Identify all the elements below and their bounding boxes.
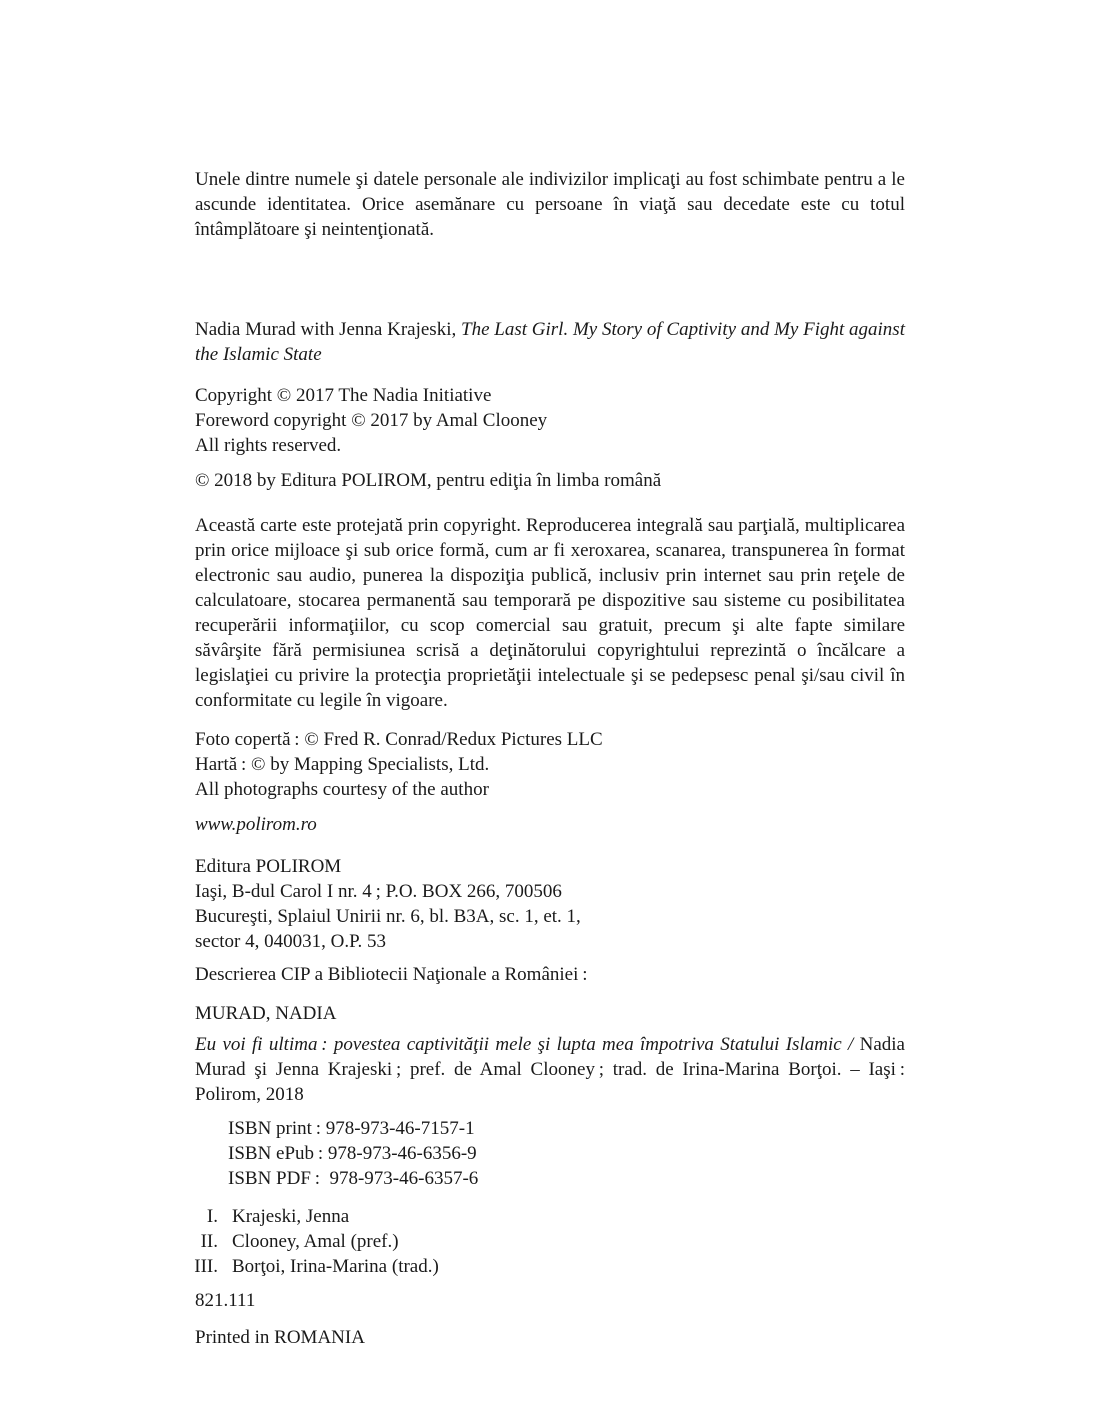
legal-notice-paragraph: Această carte este protejată prin copyright. Reproducerea integrală sau parţială, multiplicarea prin orice mijloace şi sub orice formă, cum ar fi xeroxarea, scanarea, transpunerea în format electronic sau audio, punerea la dispoziţia publică, inclusiv prin internet sau prin reţele de calculatoare, stocarea permanentă sau temporară pe dispozitive sau sisteme cu posibilitatea recuperării informaţiilor, cu scop comercial sau gratuit, precum şi alte fapte similare săvârşite fără permisiunea scrisă a deţinătorului copyrightului reprezintă o încălcare a legislaţiei cu privire la protecţia proprietăţii intelectuale şi se pedepsesc penal şi/sau civil în conformitate cu legile în vigoare.: [195, 515, 905, 711]
isbn-epub: ISBN ePub : 978-973-46-6356-9: [228, 1143, 477, 1164]
publisher-website: www.polirom.ro: [195, 814, 317, 835]
publisher-address-sector: sector 4, 040031, O.P. 53: [195, 931, 387, 952]
printed-in-line: Printed in ROMANIA: [195, 1327, 365, 1348]
publisher-address-iasi: Iaşi, B-dul Carol I nr. 4 ; P.O. BOX 266, 700506: [195, 881, 562, 902]
list-item-numeral: III.: [194, 1256, 218, 1277]
copyright-line: Copyright © 2017 The Nadia Initiative: [195, 385, 492, 406]
romanian-edition-copyright: © 2018 by Editura POLIROM, pentru ediţia în limba română: [195, 470, 662, 491]
list-item-name: Borţoi, Irina-Marina (trad.): [232, 1256, 439, 1277]
cip-entry-paragraph: [195, 1032, 905, 1107]
list-item: [195, 1229, 905, 1254]
list-item: [195, 1204, 905, 1229]
list-item: [195, 1254, 905, 1279]
publisher-name: Editura POLIROM: [195, 856, 342, 877]
photographs-credit: All photographs courtesy of the author: [195, 779, 489, 800]
source-attribution: [195, 317, 905, 367]
dewey-classification: 821.111: [195, 1290, 256, 1311]
isbn-block: [228, 1116, 905, 1191]
attribution-authors: Nadia Murad with Jenna Krajeski,: [195, 319, 461, 340]
list-item-name: Clooney, Amal (pref.): [232, 1231, 399, 1252]
original-title: The Last Girl. My Story of Captivity and My Fight against the Islamic State: [195, 319, 905, 365]
cip-author-name: MURAD, NADIA: [195, 1003, 337, 1024]
cover-photo-credit: Foto copertă : © Fred R. Conrad/Redux Pictures LLC: [195, 729, 603, 750]
isbn-pdf: ISBN PDF : 978-973-46-6357-6: [228, 1168, 479, 1189]
list-item-numeral: II.: [200, 1231, 218, 1252]
map-credit: Hartă : © by Mapping Specialists, Ltd.: [195, 754, 490, 775]
copyright-block: [195, 383, 905, 458]
cip-entry-details: Nadia Murad şi Jenna Krajeski ; pref. de Amal Clooney ; trad. de Irina-Marina Borţoi. – Iaşi : Polirom, 2018: [195, 1034, 905, 1105]
foreword-copyright-line: Foreword copyright © 2017 by Amal Clooney: [195, 410, 548, 431]
romanian-title: Eu voi fi ultima : povestea captivităţii mele şi lupta mea împotriva Statului Islamic /: [195, 1034, 860, 1055]
cip-description-header: Descrierea CIP a Bibliotecii Naţionale a României :: [195, 964, 588, 985]
list-item-numeral: I.: [206, 1206, 218, 1227]
isbn-print: ISBN print : 978-973-46-7157-1: [228, 1118, 475, 1139]
publisher-address-block: [195, 854, 905, 954]
rights-reserved-line: All rights reserved.: [195, 435, 342, 456]
disclaimer-paragraph: Unele dintre numele şi datele personale ale indivizilor implicaţi au fost schimbate pentru a le ascunde identitatea. Orice asemănare cu persoane în viaţă sau decedate este cu totul întâmplătoare şi neintenţionată.: [195, 169, 905, 240]
list-item-name: Krajeski, Jenna: [232, 1206, 350, 1227]
publisher-address-bucuresti: Bucureşti, Splaiul Unirii nr. 6, bl. B3A, sc. 1, et. 1,: [195, 906, 581, 927]
credits-block: [195, 727, 905, 802]
contributor-list: [195, 1204, 905, 1279]
